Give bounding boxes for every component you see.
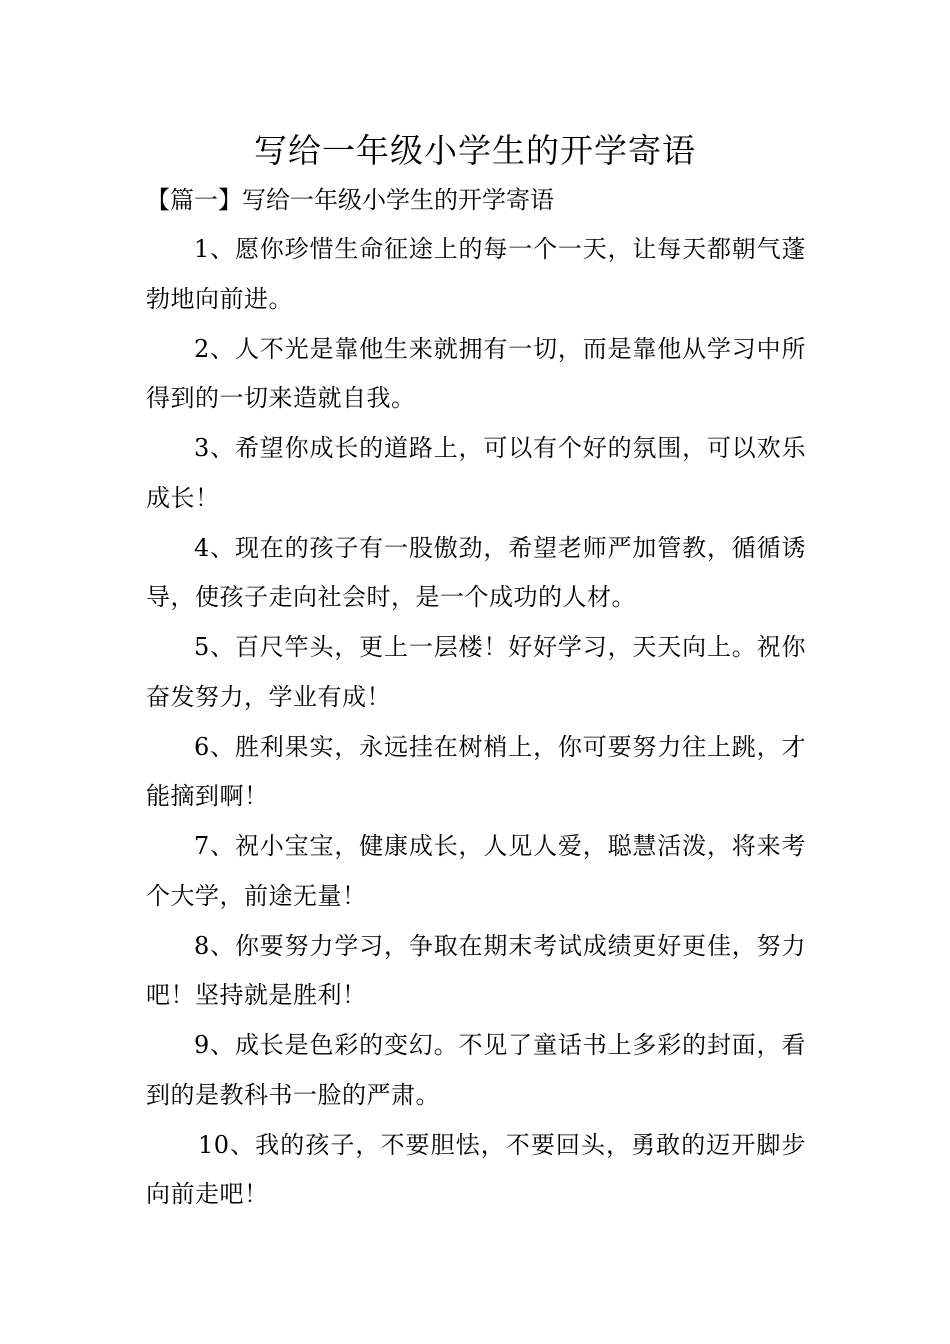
document-title: 写给一年级小学生的开学寄语: [254, 131, 696, 170]
list-item: 6、胜利果实，永远挂在树梢上，你可要努力往上跳，才能摘到啊！: [146, 732, 806, 810]
list-item: 7、祝小宝宝，健康成长，人见人爱，聪慧活泼，将来考个大学，前途无量！: [146, 832, 806, 910]
list-item: 3、希望你成长的道路上，可以有个好的氛围，可以欢乐成长！: [146, 434, 806, 512]
list-item: 2、人不光是靠他生来就拥有一切，而是靠他从学习中所得到的一切来造就自我。: [146, 334, 806, 412]
blessing-list: [146, 225, 806, 1220]
list-item: 10、我的孩子，不要胆怯，不要回头，勇敢的迈开脚步向前走吧！: [146, 1130, 806, 1208]
list-item: 8、你要努力学习，争取在期末考试成绩更好更佳，努力吧！坚持就是胜利！: [146, 931, 806, 1009]
list-item: 4、现在的孩子有一股傲劲，希望老师严加管教，循循诱导，使孩子走向社会时，是一个成功的人材。: [146, 533, 806, 611]
list-item: 1、愿你珍惜生命征途上的每一个一天，让每天都朝气蓬勃地向前进。: [146, 235, 806, 313]
list-item: 9、成长是色彩的变幻。不见了童话书上多彩的封面，看到的是教科书一脸的严肃。: [146, 1031, 806, 1109]
section-heading: 【篇一】写给一年级小学生的开学寄语: [146, 186, 554, 214]
list-item: 5、百尺竿头，更上一层楼！好好学习，天天向上。祝你奋发努力，学业有成！: [146, 633, 806, 711]
